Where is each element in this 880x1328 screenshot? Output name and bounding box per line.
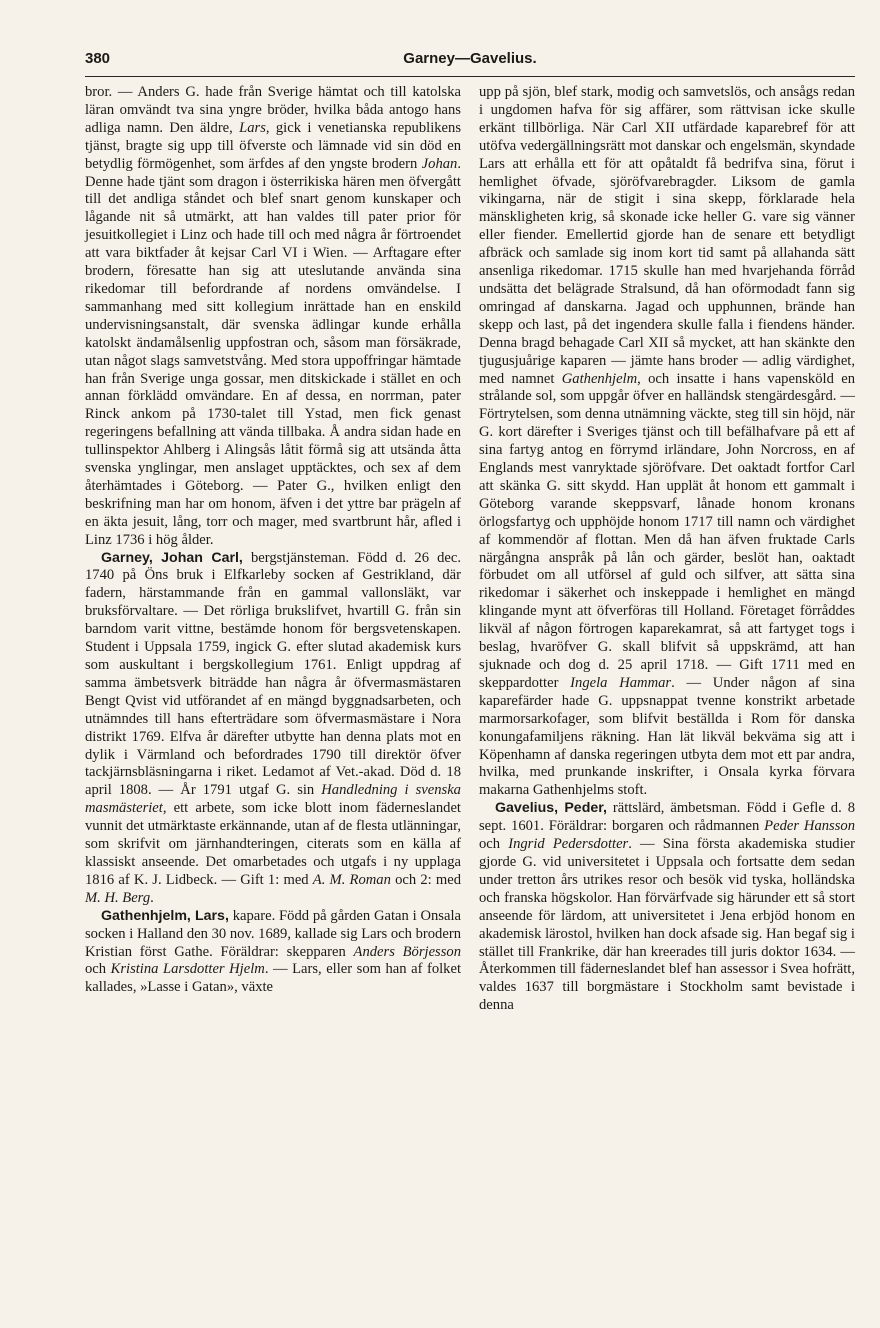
text-run: . Denne hade tjänt som dragon i österrikiska hären men öfvergått till det andliga ståndet och blef snart genom kunskaper och lågande nit så utmärkt, att han valdes till pater prior för jesuitkollegiet i Linz och hade till och med några år förtroendet att vara biktfader åt kejsar Carl VI i Wien. — Arftagare efter brodern, föresatte han sig att uteslutande använda sina rikedomar till befordrande af nordens omvändelse. I sammanhang med sitt kollegium inrättade han en enskild undervisningsanstalt, där svenska ädlingar kunde erhålla katolskt ändamålsenlig uppfostran och, såsom man försäkrade, utan något slags samvetstvång. Med stora uppoffringar hämtade han från Sverige unga gossar, men ditskickade i stället en och annan förklädd omvändare. En af dessa, en norrman, pater Rinck ankom på 1730-talet till Ystad, men fick genast regeringens befallning att vända tillbaka. Å andra sidan hade en tullinspektor Ahlberg i Alingsås låtit förmå sig att utsända åtta svenska ynglingar, men anslaget upptäcktes, och sex af dem återhämtades i Göteborg. — Pater G., hvilken enligt den beskrifning man har om honom, äfven i det yttre bar prägeln af en äkta jesuit, lång, torr och mager, med svartbrunt hår, afled i Linz 1736 i hög ålder.: [85, 155, 461, 548]
italic-name: Anders Börjesson: [353, 943, 462, 960]
text-run: . — Under någon af sina kaparefärder hade G. uppsnappat tvenne konstrikt arbetade marmorsarkofager, som blifvit beställda i Rom för danska konungafamiljens räkning. Han lät likväl bekväma sig att i Köpenhamn af danska regeringen utbyta dem mot ett par andra, hvilka, med prunkande inskrifter, i Onsala kyrka förvara makarna Gathenhjelms stoft.: [479, 674, 856, 799]
text-run: , gick i venetianska republikens tjänst, bragte sig upp till öfverste och lämnade vid sin död en betydlig förmögenhet, som ärfdes af den yngste brodern: [85, 119, 461, 172]
italic-title: Handledning i svenska masmästeriet,: [85, 782, 461, 817]
page-number: 380: [85, 50, 111, 67]
text-run: bror. — Anders G. hade från Sverige hämtat och till katolska läran omvändt tva sina yngre bröder, hvilka båda antogo hans adliga namn. Den äldre,: [85, 84, 461, 136]
italic-name: Ingrid Pedersdotter: [508, 836, 629, 853]
entry-gathenhjelm-lars: [85, 908, 461, 998]
italic-name: Gathenhjelm: [561, 370, 638, 387]
running-head: Garney—Gavelius.: [403, 50, 537, 67]
text-run: rättslärd, ämbetsman. Född i Gefle d. 8 sept. 1601. Föräldrar: borgaren och rådmannen: [479, 800, 856, 835]
italic-name: M. H. Berg: [85, 889, 151, 906]
page-header: [85, 50, 855, 72]
text-run: och: [479, 836, 509, 853]
text-run: kapare. Född på gården Gatan i Onsala socken i Halland den 30 nov. 1689, kallade sig Lars och brodern Kristian först Gathe. Föräldrar: skepparen: [85, 907, 461, 960]
text-run: ett arbete, som icke blott inom fäderneslandet vunnit det utmärktaste erkännande, utan af de flesta utlänningar, som skrifvit om järnhandteringen, citerats som en källa af klassiskt anseende. Det omarbetades och utgafs i ny upplaga 1816 af K. J. Lidbeck. — Gift 1: med: [85, 800, 461, 888]
italic-name: Johan: [421, 155, 458, 172]
entry-headword: Gavelius, Peder,: [495, 800, 607, 817]
entry-continuation-paragraph: [479, 84, 855, 800]
text-run: , och insatte i hans vapensköld en strålande sol, som uppgår öfver en halländsk stengärdesgård. — Förtrytelsen, som denna utnämning väckte, steg till sin höjd, när G. kort därefter i Sveriges tjänst och till befälhafvare på ett af sina fartyg antog en förrymd irländare, John Norcross, en af Englands mest vanryktade sjöröfvare. Det oaktadt fortfor Carl att skänka G. sitt skydd. Han upplät åt honom ett gammalt i Göteborg varande skeppsvarf, lånade honom kronans örlogsfartyg och upphöjde honom 1717 till namn och värdighet af kommendör af flottan. Men då han äfven fruktade Carls närgångna anspråk på lån och gärder, beslöt han, oaktadt förbudet om all utförsel af guld och silfver, att sätta sina rikedomar i säkerhet och inskeppade i hemlighet en mängd klingande mynt att öfverföras till Holland. Företaget förråddes likväl af någon förtrogen kaparekamrat, så att fartyget togs i beslag, hvaröfver G. skall blifvit så uppskrämd, att han sjuknade och dog d. 25 april 1718. — Gift 1711 med en skeppardotter: [479, 370, 855, 691]
text-run: och: [85, 961, 111, 978]
text-run: upp på sjön, blef stark, modig och samvetslös, och ansågs redan i ungdomen hafva för sig affärer, som rättvisan icke skulle erkänt tillbörliga. När Carl XII utfärdade kaparebref för att utöfva vedergällningsrätt mot danskar och engelsmän, skyndade Lars att erhålla ett för att opåtaldt få bedrifva sina, förut i hemlighet öfvade, sjöröfvarebragder. Liksom de gamla vikingarna, när de stigit i sina skepp, förklarade hela mänskligheten krig, så skonade icke heller G. vare sig vänner eller fiender. Emellertid gjorde han de senare ett betydligt afbräck och samlade sig inom kort tid samt på allahanda sätt ansenliga rikedomar. 1715 skulle han med hvarjehanda förråd undsätta det belägrade Stralsund, då han oförmodadt fann sig omringad af danskarna. Jagad och upphunnen, brände han skepp och last, på det ingendera skulle falla i fiendens händer. Denna bragd behagade Carl XII så mycket, att han skänkte den tjugusjuårige kaparen — jämte hans broder — adlig värdighet, med namnet: [479, 84, 855, 387]
italic-name: Lars: [239, 119, 266, 136]
italic-name: A. M. Roman: [312, 871, 391, 888]
text-run: . — Sina första akademiska studier gjorde G. vid universitetet i Uppsala och fortsatte dem sedan under tretton års utrikes resor och besök vid tyska, holländska och franska högskolor. Han förvärfvade sig härunder ett så stort anseende för lärdom, att universitetet i Jena erbjöd honom en akademisk lärostol, hvilken han dock afsade sig. Han begaf sig i stället till Frankrike, där han kreerades till juris doktor 1634. — Återkommen till fäderneslandet blef han assessor i Svea hofrätt, valdes 1637 till borgmästare i Stockholm samt bevistade i denna: [479, 836, 855, 1014]
header-rule: [85, 76, 855, 77]
italic-name: Ingela Hammar: [570, 674, 672, 691]
text-run: .: [150, 889, 154, 906]
italic-name: Peder Hansson: [764, 818, 855, 835]
right-column: [479, 84, 855, 1015]
text-run: . — Lars, eller som han af folket kallades, »Lasse i Gatan», växte: [85, 961, 461, 996]
entry-gavelius-peder: [479, 800, 855, 1015]
entry-headword: Gathenhjelm, Lars,: [101, 907, 229, 924]
entry-continuation-paragraph: [85, 84, 461, 550]
text-run: och 2: med: [390, 871, 461, 888]
entry-headword: Garney, Johan Carl,: [101, 549, 243, 566]
left-column: [85, 84, 461, 997]
text-run: bergstjänsteman. Född d. 26 dec. 1740 på Öns bruk i Elfkarleby socken af Gestrikland, där fadern, härstammande från en gammal vallonsläkt, var bruksförvaltare. — Det rörliga brukslifvet, hvartill G. från sin barndom varit vittne, bestämde honom för bergsvetenskapen. Student i Uppsala 1759, ingick G. efter slutad akademisk kurs som auskultant i bergskollegium 1761. Enligt uppdrag af samma ämbetsverk biträdde han några år öfvermasmästaren Bengt Qvist vid utförandet af en mängd byggnadsarbeten, och utnämndes till hans efterträdare som öfvermasmästare i Nora distrikt 1769. Elfva år därefter utbytte han denna plats mot en dylik i Värmland och befordrades 1790 till direktör öfver tackjärnsbläsningarna i riket. Ledamot af Vet.-akad. Död d. 18 april 1808. — År 1791 utgaf G. sin: [85, 549, 461, 799]
italic-name: Kristina Larsdotter Hjelm: [110, 961, 265, 978]
entry-garney-johan-carl: [85, 550, 461, 908]
